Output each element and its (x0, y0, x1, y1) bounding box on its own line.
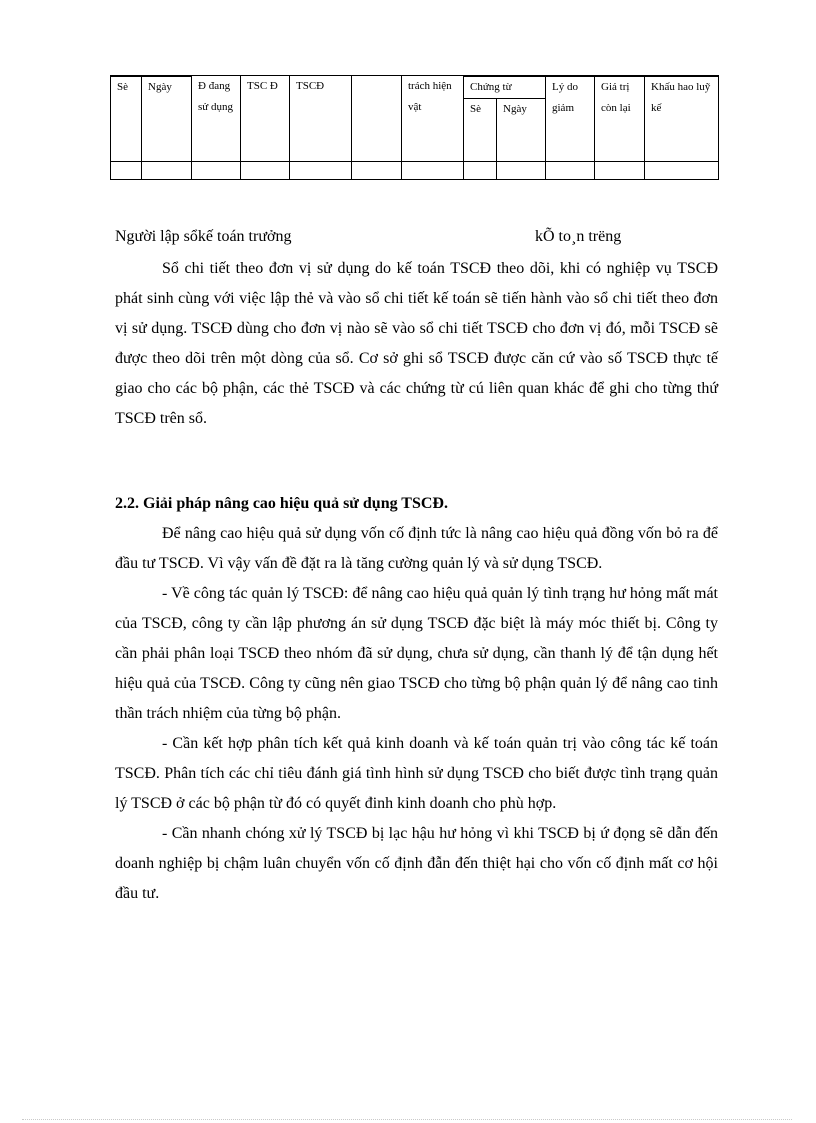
signature-left: Người lập sổkế toán trưởng (115, 228, 292, 245)
section-heading: 2.2. Giải pháp nâng cao hiệu quả sử dụng TSCĐ. (115, 495, 448, 512)
header-tscd-b: TSCĐ (290, 76, 352, 162)
ledger-table (110, 75, 719, 180)
header-tscd-a: TSC Đ (241, 76, 290, 162)
header-dang-su-dung: Đ đang sử dụng (192, 76, 241, 162)
header-gia-tri-con-lai: Giá trị còn lại (595, 77, 645, 162)
header-se: Sè (111, 77, 142, 162)
header-ly-do-giam: Lý do giảm (546, 77, 595, 162)
ledger-empty-row (111, 162, 719, 180)
paragraph-ledger-description (115, 254, 718, 434)
header-chung-tu-ngay: Ngày (497, 99, 546, 162)
header-ngay: Ngày (142, 77, 192, 162)
header-chung-tu-se: Sè (464, 99, 497, 162)
paragraph-4: - Cần kết hợp phân tích kết quả kinh doanh và kế toán quản trị vào công tác kế toán TSCĐ. Phân tích các chỉ tiêu đánh giá tình hình sử dụng TSCĐ cho biết được tình trạng quản lý TSCĐ ở các bộ phận từ đó có quyết đinh kinh doanh cho phù hợp. (115, 735, 718, 812)
signature-right: kÕ to¸n trëng (535, 228, 622, 245)
paragraph-2: Để nâng cao hiệu quả sử dụng vốn cố định tức là nâng cao hiệu quả đồng vốn bỏ ra để đầu tư TSCĐ. Vì vậy vấn đề đặt ra là tăng cường quản lý và sử dụng TSCĐ. (115, 525, 718, 572)
header-empty-col (352, 76, 402, 162)
paragraph-1: Sổ chi tiết theo đơn vị sử dụng do kế toán TSCĐ theo dõi, khi có nghiệp vụ TSCĐ phát sinh cùng với việc lập thẻ và vào sổ chi tiết kế toán sẽ tiến hành vào sổ chi tiết theo đơn vị sử dụng. TSCĐ dùng cho đơn vị nào sẽ vào sổ chi tiết TSCĐ cho đơn vị đó, mỗi TSCĐ sẽ được theo dõi trên một dòng của sổ. Cơ sở ghi sổ TSCĐ được căn cứ vào số TSCĐ thực tế giao cho các bộ phận, các thẻ TSCĐ và các chứng từ cú liên quan khác để ghi cho từng thứ TSCĐ trên sổ. (115, 260, 718, 427)
header-chung-tu: Chứng từ (464, 77, 546, 99)
signature-row (115, 228, 715, 252)
paragraph-5: - Cần nhanh chóng xử lý TSCĐ bị lạc hậu hư hỏng vì khi TSCĐ bị ứ đọng sẽ dẫn đến doanh nghiệp bị chậm luân chuyển vốn cố định đẫn đến thiệt hại cho vốn cố định mất cơ hội đầu tư. (115, 825, 718, 902)
header-khau-hao: Khấu hao luỹ kế (645, 77, 719, 162)
footer-dotted-rule (22, 1119, 792, 1120)
paragraph-3: - Về công tác quản lý TSCĐ: để nâng cao hiệu quả quản lý tình trạng hư hỏng mất mát của TSCĐ, công ty cần lập phương án sử dụng TSCĐ đặc biệt là máy móc thiết bị. Công ty cần phải phân loại TSCĐ theo nhóm đã sử dụng, chưa sử dụng, cần thanh lý để tận dụng hết hiệu quả của TSCĐ. Công ty cũng nên giao TSCĐ cho từng bộ phận quản lý để nâng cao tinh thần trách nhiệm của từng bộ phận. (115, 585, 718, 722)
section-solutions (115, 489, 718, 909)
header-trach-hien-vat: trách hiện vật (402, 76, 464, 162)
